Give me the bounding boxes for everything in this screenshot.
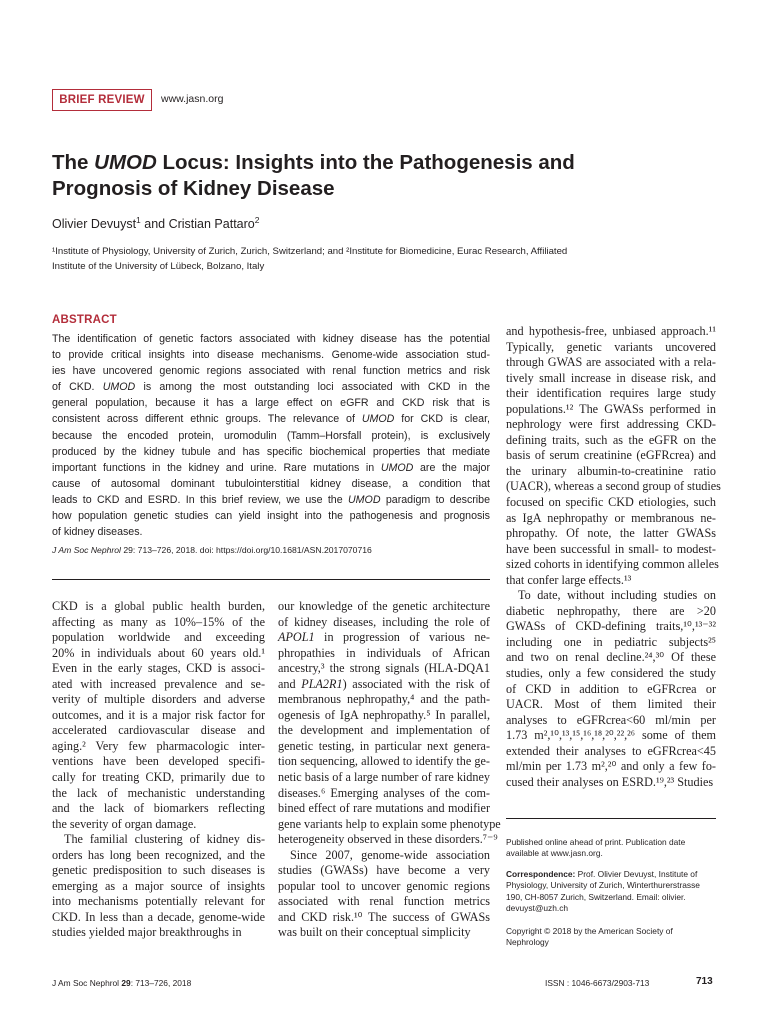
footer-issn: ISSN : 1046-6673/2903-713 xyxy=(545,978,650,988)
body-line: the severity of organ damage. xyxy=(52,816,197,831)
body-line: analyses to eGFRcrea<60 ml/min per xyxy=(506,712,716,727)
note-line: Published online ahead of print. Publication date xyxy=(506,837,686,847)
note-line: Copyright © 2018 by the American Society of xyxy=(506,926,673,936)
body-line: heterogeneity observed in these disorders.⁷⁻⁹ xyxy=(278,832,498,847)
body-line: and the lack of biomarkers reflecting xyxy=(52,801,265,816)
body-line: nephrology were first addressing CKD- xyxy=(506,417,716,432)
body-line: GWASs of CKD-defining traits,¹⁰,¹³⁻³² xyxy=(506,619,716,634)
author-list xyxy=(52,215,672,233)
section-divider xyxy=(52,579,490,580)
body-line: and CKD risk.¹⁰ The success of GWASs xyxy=(278,909,490,924)
abstract-line: important functions in the kidney and urine. Rare mutations in UMOD are the major xyxy=(52,461,491,474)
abstract-line: cause of autosomal dominant tubulointerstitial kidney disease, a condition that xyxy=(52,477,490,490)
body-line: as IgA nephropathy or membranous ne- xyxy=(506,510,716,525)
article-type-badge: BRIEF REVIEW xyxy=(52,89,152,111)
copyright-note xyxy=(506,926,718,949)
body-line: basis of serum creatinine (eGFRcrea) and xyxy=(506,448,716,463)
body-line: emerging as a major source of insights xyxy=(52,878,265,893)
body-line: ancestry,³ the strong signals (HLA-DQA1 xyxy=(278,661,490,676)
body-line: Since 2007, genome-wide association xyxy=(290,847,490,862)
body-line: their identification requires large study xyxy=(506,386,716,401)
body-line: cally for treating CKD, primarily due to xyxy=(52,770,265,785)
abstract-line: of CKD. UMOD is among the most outstanding loci associated with CKD in the xyxy=(52,381,490,394)
abstract-line: consistent across different ethnic groups. The relevance of UMOD for CKD is clear, xyxy=(52,413,491,426)
abstract-line: general population, because it has a large effect on eGFR and CKD risk that is xyxy=(52,397,490,410)
body-line: affecting as many as 10%–15% of the xyxy=(52,614,265,629)
body-line: of CKD in addition to eGFRcrea or xyxy=(506,681,716,696)
author-name: Cristian Pattaro xyxy=(168,217,255,231)
citation-line xyxy=(52,545,372,555)
body-line: CKD. In less than a decade, genome-wide xyxy=(52,909,265,924)
body-line: diabetic nephropathy, there are >20 xyxy=(506,603,716,618)
abstract-line: produced by the kidney tubule and has specific biochemical properties that mediate xyxy=(52,445,490,458)
note-line: available at www.jasn.org. xyxy=(506,848,603,859)
title-text: Prognosis of Kidney Disease xyxy=(52,177,335,200)
body-line: 1.73 m²,¹⁰,¹³,¹⁵,¹⁶,¹⁸,²⁰,²²,²⁶ some of them xyxy=(506,728,716,743)
body-line: netic basis of a large number of rare kidney xyxy=(278,770,490,785)
body-line: 20% in individuals about 60 years old.¹ xyxy=(52,645,265,660)
body-line: populations.¹² The GWASs performed in xyxy=(506,401,716,416)
footer-citation xyxy=(52,978,191,988)
body-line: orders has long been recognized, and the xyxy=(52,847,265,862)
body-line: the development and implementation of xyxy=(278,723,490,738)
footer-pages: : 713–726, 2018 xyxy=(130,978,192,988)
author-separator: and xyxy=(140,217,169,231)
body-column-middle xyxy=(278,599,501,941)
body-line: and hypothesis-free, unbiased approach.¹¹ xyxy=(506,324,716,338)
affiliation-line: Institute of the University of Lübeck, Bolzano, Italy xyxy=(52,261,265,272)
note-line: Nephrology xyxy=(506,937,549,948)
correspondence-text: Prof. Olivier Devuyst, Institute of xyxy=(575,869,698,879)
body-line: through GWAS are associated with a rela- xyxy=(506,355,716,370)
article-title xyxy=(52,150,672,202)
body-line: focused on specific CKD etiologies, such xyxy=(506,495,716,510)
body-line: the urinary albumin-to-creatinine ratio xyxy=(506,463,716,478)
body-line: ated with increased prevalence and se- xyxy=(52,676,265,691)
footer-volume: 29 xyxy=(121,978,131,988)
author-name: Olivier Devuyst xyxy=(52,217,137,231)
body-line: verity of multiple disorders and adverse xyxy=(52,692,265,707)
correspondence-label: Correspondence: xyxy=(506,869,576,879)
body-line: UACR. Most of them limited their xyxy=(506,697,716,712)
abstract-line: how population genetic studies can yield insight into the pathogenesis and prognosis xyxy=(52,510,490,523)
body-line: The familial clustering of kidney dis- xyxy=(64,832,265,847)
title-gene-name: UMOD xyxy=(94,151,157,174)
affiliation-line: ¹Institute of Physiology, University of Zurich, Zurich, Switzerland; and ²Institute for Biomedicine, Eurac Research, Affiliated xyxy=(52,246,568,257)
body-line: genetic predisposition to such diseases is xyxy=(52,863,265,878)
body-line: popular tool to uncover genomic regions xyxy=(278,878,490,893)
body-line: Even in the early stages, CKD is associ- xyxy=(52,661,265,676)
body-line: Typically, genetic variants uncovered xyxy=(506,339,716,354)
body-line: phropathy. Of note, the latter GWASs xyxy=(506,526,716,541)
title-text: Locus: Insights into the Pathogenesis and xyxy=(156,151,575,174)
abstract-text xyxy=(52,331,490,540)
body-line: tion sequencing, allowed to identify the ge- xyxy=(278,754,490,769)
body-line: including one in pediatric subjects²⁵ xyxy=(506,634,716,649)
affiliation-marker: 1 xyxy=(136,214,141,225)
body-line: diseases.⁶ Emerging analyses of the com- xyxy=(278,785,490,800)
notes-divider xyxy=(506,818,716,819)
body-line: sized cohorts in identifying common alleles xyxy=(506,557,719,572)
body-line: our knowledge of the genetic architecture xyxy=(278,599,490,613)
abstract-line: The identification of genetic factors associated with kidney disease has the potential xyxy=(52,333,490,345)
body-line: and two on renal decline.²⁴,³⁰ Of these xyxy=(506,650,716,665)
note-line: 190, CH-8057 Zurich, Switzerland. Email: olivier. xyxy=(506,891,686,902)
body-line: APOL1 in progression of various ne- xyxy=(278,630,490,645)
abstract-line: of kidney diseases. xyxy=(52,526,143,539)
body-line: accelerated cardiovascular disease and xyxy=(52,723,265,738)
body-line: aging.² Very few pharmacologic inter- xyxy=(52,738,265,753)
note-line: Physiology, University of Zurich, Winterthurerstrasse xyxy=(506,880,700,891)
body-line: outcomes, and it is a major risk factor for xyxy=(52,707,265,722)
abstract-heading: ABSTRACT xyxy=(52,314,117,326)
body-line: CKD is a global public health burden, xyxy=(52,599,265,613)
body-line: membranous nephropathy,⁴ and the path- xyxy=(278,692,490,707)
body-line: ogenesis of IgA nephropathy.⁵ In parallel, xyxy=(278,707,490,722)
body-line: ml/min per 1.73 m²,²⁰ and only a few fo- xyxy=(506,759,716,774)
body-line: extended their analyses to eGFRcrea<45 xyxy=(506,743,716,758)
footer-journal: J Am Soc Nephrol xyxy=(52,978,122,988)
affiliations xyxy=(52,244,692,274)
page-number: 713 xyxy=(696,976,713,987)
note-line xyxy=(506,869,718,880)
note-line: devuyst@uzh.ch xyxy=(506,902,569,913)
title-text: The xyxy=(52,151,95,174)
journal-website[interactable]: www.jasn.org xyxy=(161,93,224,105)
body-line: the lack of mechanistic understanding xyxy=(52,785,265,800)
body-line: associated with renal function metrics xyxy=(278,894,490,909)
body-line: genetic testing, in particular next genera- xyxy=(278,738,490,753)
body-line: of kidney diseases, including the role of xyxy=(278,614,490,629)
body-line: phropathies in individuals of African xyxy=(278,645,490,660)
body-line: studies yielded major breakthroughs in xyxy=(52,925,242,940)
affiliation-marker: 2 xyxy=(254,214,260,225)
body-line: defining traits, such as the eGFR on the xyxy=(506,432,716,447)
body-line: cused their analyses on ESRD.¹⁹,²³ Studies xyxy=(506,774,714,789)
publication-note xyxy=(506,837,718,860)
body-line: population worldwide and exceeding xyxy=(52,630,265,645)
body-line: have been successful in small- to modest- xyxy=(506,541,716,556)
body-line: (UACR), whereas a second group of studies xyxy=(506,479,721,494)
body-line: ventions have been developed specifi- xyxy=(52,754,265,769)
abstract-line: to provide critical insights into disease mechanisms. Genome-wide association stud- xyxy=(52,349,490,362)
abstract-line: because the encoded protein, uromodulin (Tamm–Horsfall protein), is exclusively xyxy=(52,429,490,442)
body-line: tively small increase in disease risk, and xyxy=(506,370,716,385)
body-line: and PLA2R1) associated with the risk of xyxy=(278,676,490,691)
body-column-left xyxy=(52,599,265,941)
body-line: that confer large effects.¹³ xyxy=(506,572,632,587)
body-line: into mechanisms potentially relevant for xyxy=(52,894,265,909)
abstract-line: leads to CKD and ESRD. In this brief review, we use the UMOD paradigm to describe xyxy=(52,493,491,506)
citation-journal: J Am Soc Nephrol xyxy=(52,545,121,555)
body-column-right xyxy=(506,324,721,790)
abstract-line: ies have uncovered genomic regions associated with renal function metrics and risk xyxy=(52,365,490,378)
body-line: gene variants help to explain some phenotype xyxy=(278,816,501,831)
body-line: was built on their conceptual simplicity xyxy=(278,925,471,940)
correspondence-note xyxy=(506,869,718,914)
body-line: studies, only a few considered the study xyxy=(506,666,716,681)
citation-details[interactable]: 29: 713–726, 2018. doi: https://doi.org/10.1681/ASN.2017070716 xyxy=(120,545,372,555)
body-line: studies (GWASs) have become a very xyxy=(278,863,490,878)
body-line: bined effect of rare mutations and modifier xyxy=(278,801,490,816)
body-line: To date, without including studies on xyxy=(518,588,716,603)
